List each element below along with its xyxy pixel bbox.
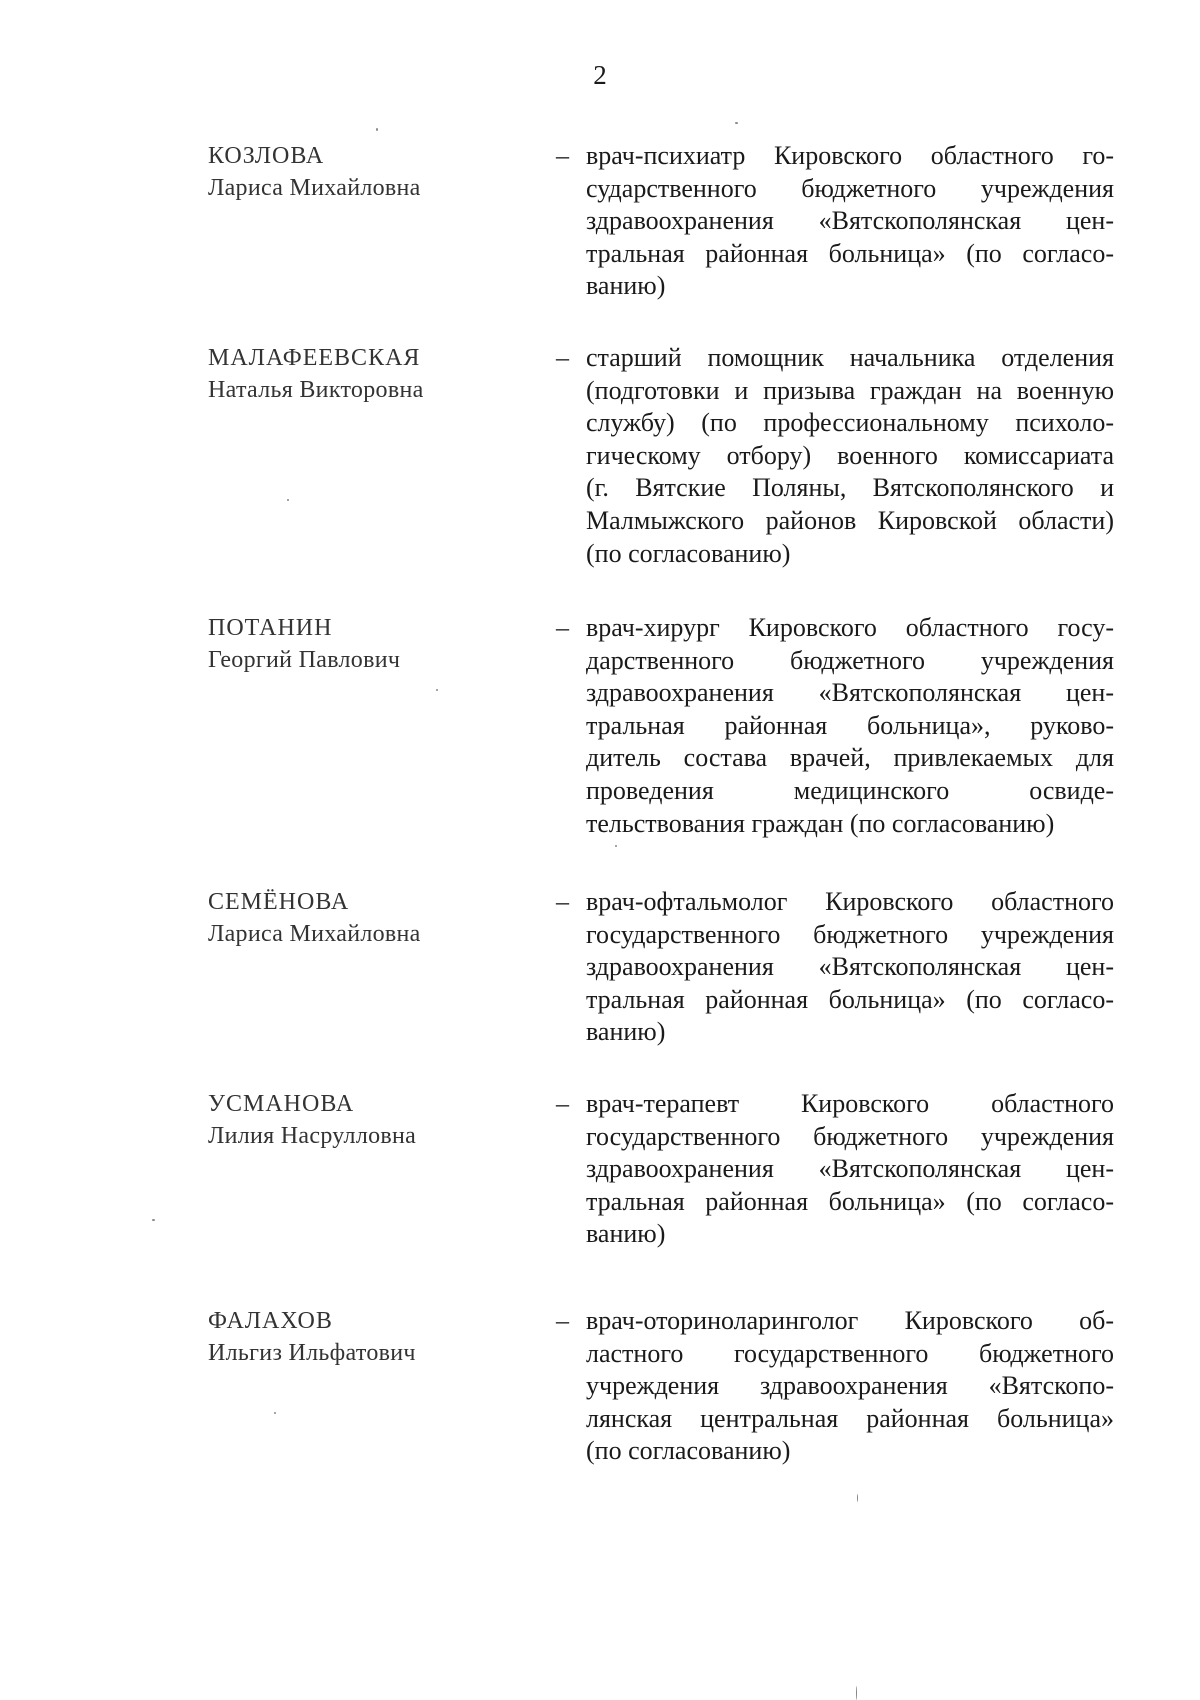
- role-line: тральная районная больница», руково-: [586, 710, 1114, 740]
- member-name: [208, 140, 538, 204]
- role-line: учреждения здравоохранения «Вятскопо-: [586, 1371, 1114, 1401]
- scan-speck: [735, 122, 738, 124]
- page-number: 2: [593, 60, 607, 90]
- member-surname: МАЛАФЕЕВСКАЯ: [208, 345, 421, 371]
- role-line: тельствования граждан (по согласованию): [586, 808, 1055, 838]
- member-role: [586, 140, 1114, 303]
- role-line: лянская центральная районная больница»: [586, 1403, 1114, 1433]
- member-surname: СЕМЁНОВА: [208, 889, 350, 915]
- role-line: (подготовки и призыва граждан на военную: [586, 375, 1114, 405]
- role-line: ванию): [586, 1219, 666, 1249]
- role-line: службу) (по профессиональному психоло-: [586, 408, 1114, 438]
- role-line: Малмыжского районов Кировской области): [586, 505, 1114, 535]
- role-line: здравоохранения «Вятскополянская цен-: [586, 206, 1114, 236]
- role-line: тральная районная больница» (по согласо-: [586, 984, 1114, 1014]
- role-line: ванию): [586, 271, 666, 301]
- role-line: здравоохранения «Вятскополянская цен-: [586, 678, 1114, 708]
- scan-speck: [857, 1494, 858, 1502]
- role-line: тральная районная больница» (по согласо-: [586, 238, 1114, 268]
- role-line: тральная районная больница» (по согласо-: [586, 1186, 1114, 1216]
- member-surname: ПОТАНИН: [208, 615, 333, 641]
- member-given-name: Лариса Михайловна: [208, 921, 421, 947]
- member-role: [586, 1088, 1114, 1251]
- role-line: (по согласованию): [586, 1436, 791, 1466]
- role-line: врач-офтальмолог Кировского областного: [586, 887, 1114, 916]
- entry-dash: –: [556, 1306, 569, 1335]
- member-surname: КОЗЛОВА: [208, 143, 325, 169]
- entry-dash: –: [556, 1089, 569, 1118]
- scan-speck: [615, 845, 617, 847]
- role-line: врач-терапевт Кировского областного: [586, 1089, 1114, 1118]
- member-given-name: Ильгиз Ильфатович: [208, 1340, 416, 1366]
- scan-speck: [287, 499, 289, 501]
- role-line: врач-оториноларинголог Кировского об-: [586, 1306, 1114, 1335]
- member-name: [208, 342, 538, 406]
- member-name: [208, 1088, 538, 1152]
- scan-speck: [436, 689, 438, 691]
- scan-speck: [376, 128, 378, 131]
- role-line: старший помощник начальника отделения: [586, 343, 1114, 372]
- entry-dash: –: [556, 613, 569, 642]
- member-given-name: Лариса Михайловна: [208, 175, 421, 201]
- scan-speck: [856, 1686, 857, 1700]
- member-surname: ФАЛАХОВ: [208, 1308, 333, 1334]
- entry-dash: –: [556, 141, 569, 170]
- member-role: [586, 1305, 1114, 1468]
- role-line: здравоохранения «Вятскополянская цен-: [586, 1154, 1114, 1184]
- scan-speck: [152, 1219, 155, 1221]
- role-line: гическому отбору) военного комиссариата: [586, 440, 1114, 470]
- member-role: [586, 886, 1114, 1049]
- entry-dash: –: [556, 343, 569, 372]
- role-line: здравоохранения «Вятскополянская цен-: [586, 952, 1114, 982]
- member-role: [586, 612, 1114, 840]
- role-line: (по согласованию): [586, 538, 791, 568]
- role-line: дарственного бюджетного учреждения: [586, 645, 1114, 675]
- member-given-name: Георгий Павлович: [208, 647, 401, 673]
- role-line: (г. Вятские Поляны, Вятскополянского и: [586, 473, 1114, 503]
- member-name: [208, 886, 538, 950]
- entry-dash: –: [556, 887, 569, 916]
- member-given-name: Лилия Насрулловна: [208, 1123, 417, 1149]
- role-line: ластного государственного бюджетного: [586, 1338, 1114, 1368]
- member-role: [586, 342, 1114, 570]
- role-line: государственного бюджетного учреждения: [586, 1121, 1114, 1151]
- role-line: врач-хирург Кировского областного госу-: [586, 613, 1114, 642]
- role-line: ванию): [586, 1017, 666, 1047]
- member-given-name: Наталья Викторовна: [208, 377, 424, 403]
- role-line: сударственного бюджетного учреждения: [586, 173, 1114, 203]
- member-name: [208, 1305, 538, 1369]
- role-line: дитель состава врачей, привлекаемых для: [586, 743, 1114, 773]
- member-surname: УСМАНОВА: [208, 1091, 355, 1117]
- scan-speck: [274, 1412, 276, 1414]
- member-name: [208, 612, 538, 676]
- role-line: проведения медицинского освиде-: [586, 775, 1114, 805]
- role-line: врач-психиатр Кировского областного го-: [586, 141, 1114, 170]
- role-line: государственного бюджетного учреждения: [586, 919, 1114, 949]
